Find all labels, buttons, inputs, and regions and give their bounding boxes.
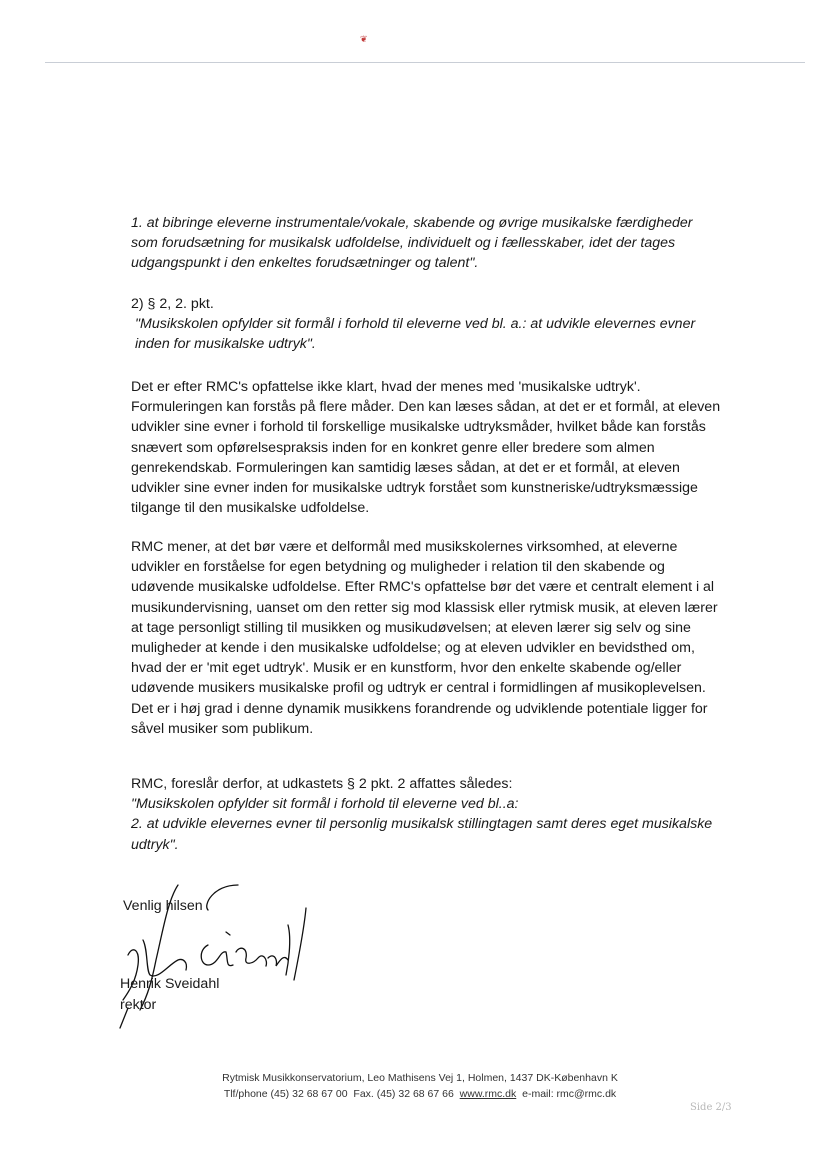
footer-phone: Tlf/phone (45) 32 68 67 00 [223, 1088, 348, 1100]
proposal-block [131, 774, 721, 855]
signatory-title: rektor [120, 997, 157, 1013]
proposal-quote-line-1: "Musikskolen opfylder sit formål i forhold til eleverne ved bl..a: [131, 796, 519, 813]
proposal-intro: RMC, foreslår derfor, at udkastets § 2 pkt. 2 affattes således: [131, 776, 513, 792]
quote-2-text: "Musikskolen opfylder sit formål i forhold til eleverne ved bl. a.: at udvikle elevernes evner inden for musikalske udtryk". [135, 316, 696, 353]
page-number: Side 2/3 [690, 1102, 732, 1113]
section-2-block [131, 294, 721, 355]
greeting: Venlig hilsen [123, 898, 203, 914]
paragraph-2-text: RMC mener, at det bør være et delformål med musikskolernes virksomhed, at eleverne udvikler en forståelse for egen betydning og muligheder i relation til den skabende og udøvende musikalske udfoldelse. Efter RMC's opfattelse bør det være et centralt element i al musikundervisning, uanset om den retter sig mod klassisk eller rytmisk musik, at eleven lærer at tage personligt stilling til musikken og musikudøvelsen; at eleven lærer sig selv og sine muligheder at kende i den musikalske udfoldelse; og at eleven udvikler en bevidsthed om, hvad der er 'mit eget udtryk'. Musik er en kunstform, hvor den enkelte skabende og/eller udøvende musikers musikalske profil og udtryk er central i formidlingen af musikoplevelsen. Det er i høj grad i denne dynamik musikkens forandrende og udviklende potentiale ligger for såvel musiker som publikum. [131, 539, 718, 737]
paragraph-1 [131, 377, 721, 518]
footer-address: Rytmisk Musikkonservatorium, Leo Mathisens Vej 1, Holmen, 1437 DK-København K [222, 1072, 618, 1084]
paragraph-2 [131, 537, 721, 739]
paragraph-1-text: Det er efter RMC's opfattelse ikke klart, hvad der menes med 'musikalske udtryk'. Formuleringen kan forstås på flere måder. Den kan læses sådan, at det er et formål, at eleven udvikler sine evner i forhold til forskellige musikalske udtryksmåder, hvilket både kan forstås snævert som opførelsespraksis inden for en konkret genre eller bredere som almen genrekendskab. Formuleringen kan samtidig læses sådan, at det er et formål, at eleven udvikler sine evner inden for musikalske udtryk forstået som kunstneriske/udtryksmæssige tilgange til den musikalske udfoldelse. [131, 379, 721, 517]
quote-section-1 [131, 213, 721, 274]
footer-fax: Fax. (45) 32 68 67 66 [353, 1088, 454, 1100]
quote-1-text: 1. at bibringe eleverne instrumentale/vokale, skabende og øvrige musikalske færdigheder som forudsætning for musikalsk udfoldelse, individuelt og i fællesskaber, idet der tages udgangspunkt i den enkeltes forudsætninger og talent". [131, 215, 693, 272]
scan-speck: ❦ [360, 34, 368, 44]
footer-contact [160, 1088, 680, 1100]
signature-area [108, 880, 368, 1030]
footer-website-link[interactable]: www.rmc.dk [459, 1088, 517, 1100]
scan-header-line [45, 62, 805, 63]
footer-email: e-mail: rmc@rmc.dk [522, 1088, 617, 1100]
signatory-name: Henrik Sveidahl [120, 976, 220, 992]
section-reference: 2) § 2, 2. pkt. [131, 296, 214, 312]
proposal-quote-line-2: 2. at udvikle elevernes evner til personlig musikalsk stillingtagen samt deres eget musikalske udtryk". [131, 816, 713, 853]
